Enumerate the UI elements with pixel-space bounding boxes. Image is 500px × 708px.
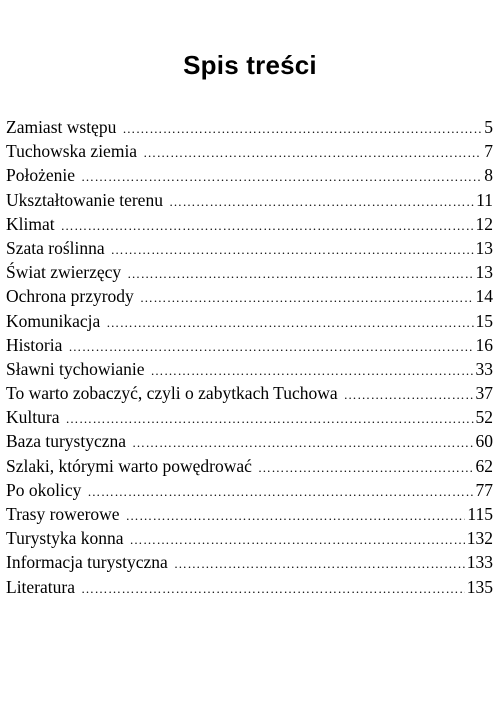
toc-entry-title: Literatura <box>6 576 75 597</box>
toc-leader-dots <box>258 456 474 480</box>
toc-entry <box>6 188 493 212</box>
toc-entry-page-number: 13 <box>475 237 493 258</box>
toc-entry-page-number: 8 <box>484 165 493 186</box>
toc-entry-page-number: 62 <box>475 455 493 476</box>
toc-entry-page-number: 7 <box>484 141 493 162</box>
toc-leader-dots <box>65 407 473 431</box>
toc-entry <box>6 139 493 163</box>
toc-entry-page-number: 11 <box>476 189 493 210</box>
toc-entry-title: To warto zobaczyć, czyli o zabytkach Tuchowa <box>6 383 338 404</box>
toc-leader-dots <box>344 383 474 407</box>
toc-leader-dots <box>127 262 473 286</box>
toc-entry-title: Sławni tychowianie <box>6 358 145 379</box>
toc-leader-dots <box>126 504 466 528</box>
toc-entry <box>6 284 493 308</box>
toc-entry-title: Turystyka konna <box>6 528 124 549</box>
toc-leader-dots <box>106 311 473 335</box>
toc-entry <box>6 333 493 357</box>
toc-leader-dots <box>81 165 482 189</box>
toc-entry <box>6 357 493 381</box>
toc-entry-page-number: 12 <box>475 213 493 234</box>
toc-entry <box>6 429 493 453</box>
toc-entry-title: Szata roślinna <box>6 237 105 258</box>
toc-entry-title: Trasy rowerowe <box>6 504 120 524</box>
toc-entry-title: Świat zwierzęcy <box>6 262 122 283</box>
toc-entry <box>6 260 493 284</box>
toc-entry-title: Ochrona przyrody <box>6 286 134 307</box>
toc-entry-page-number: 60 <box>475 431 493 452</box>
toc-entry-page-number: 15 <box>475 310 493 331</box>
toc-entry-title: Historia <box>6 334 63 355</box>
toc-entry <box>6 163 493 187</box>
toc-entry-title: Tuchowska ziemia <box>6 141 138 162</box>
toc-entry <box>6 550 493 574</box>
toc-entry-page-number: 16 <box>475 334 493 355</box>
toc-entry-title: Komunikacja <box>6 310 101 331</box>
toc-leader-dots <box>151 359 474 383</box>
toc-entry-page-number: 14 <box>475 286 493 307</box>
toc-entry-title: Ukształtowanie terenu <box>6 189 163 210</box>
toc-entry <box>6 454 493 478</box>
toc-leader-dots <box>111 238 474 262</box>
toc-entry-page-number: 132 <box>466 528 493 549</box>
toc-entry-title: Klimat <box>6 213 55 234</box>
toc-entry <box>6 309 493 333</box>
toc-leader-dots <box>169 190 474 214</box>
toc-entry-title: Szlaki, którymi warto powędrować <box>6 455 252 476</box>
page-title: Spis treści <box>183 50 317 80</box>
toc-entry-page-number: 33 <box>475 358 493 379</box>
toc-entry-page-number: 37 <box>475 383 493 404</box>
toc-entry <box>6 236 493 260</box>
toc-entry <box>6 526 493 550</box>
toc-entry <box>6 478 493 502</box>
toc-entry-page-number: 133 <box>466 552 493 573</box>
toc-entry <box>6 405 493 429</box>
toc-entry-page-number: 52 <box>475 407 493 428</box>
toc-leader-dots <box>61 214 474 238</box>
toc-leader-dots <box>140 286 474 310</box>
toc-entry-page-number: 77 <box>475 479 493 500</box>
toc-entry <box>6 575 493 599</box>
toc-entry-title: Położenie <box>6 165 76 186</box>
toc-entry <box>6 212 493 236</box>
toc-leader-dots <box>132 431 473 455</box>
toc-entry <box>6 381 493 405</box>
toc-leader-dots <box>122 117 482 141</box>
toc-leader-dots <box>68 335 473 359</box>
toc-entry <box>6 115 493 139</box>
toc-entry-page-number: 5 <box>484 117 493 137</box>
toc-leader-dots <box>87 480 473 504</box>
toc-leader-dots <box>174 552 465 576</box>
toc-leader-dots <box>81 577 465 601</box>
toc-entry-page-number: 115 <box>467 504 493 524</box>
toc-entry-title: Po okolicy <box>6 479 82 500</box>
toc-entry <box>6 502 493 526</box>
toc-entry-title: Informacja turystyczna <box>6 552 168 573</box>
toc-entry-title: Baza turystyczna <box>6 431 127 452</box>
toc-leader-dots <box>143 141 482 165</box>
toc-leader-dots <box>129 528 464 552</box>
toc-entry-title: Zamiast wstępu <box>6 117 117 137</box>
toc-entry-title: Kultura <box>6 407 60 428</box>
toc-entry-page-number: 13 <box>475 262 493 283</box>
toc-entry-page-number: 135 <box>466 576 493 597</box>
table-of-contents <box>6 115 493 599</box>
